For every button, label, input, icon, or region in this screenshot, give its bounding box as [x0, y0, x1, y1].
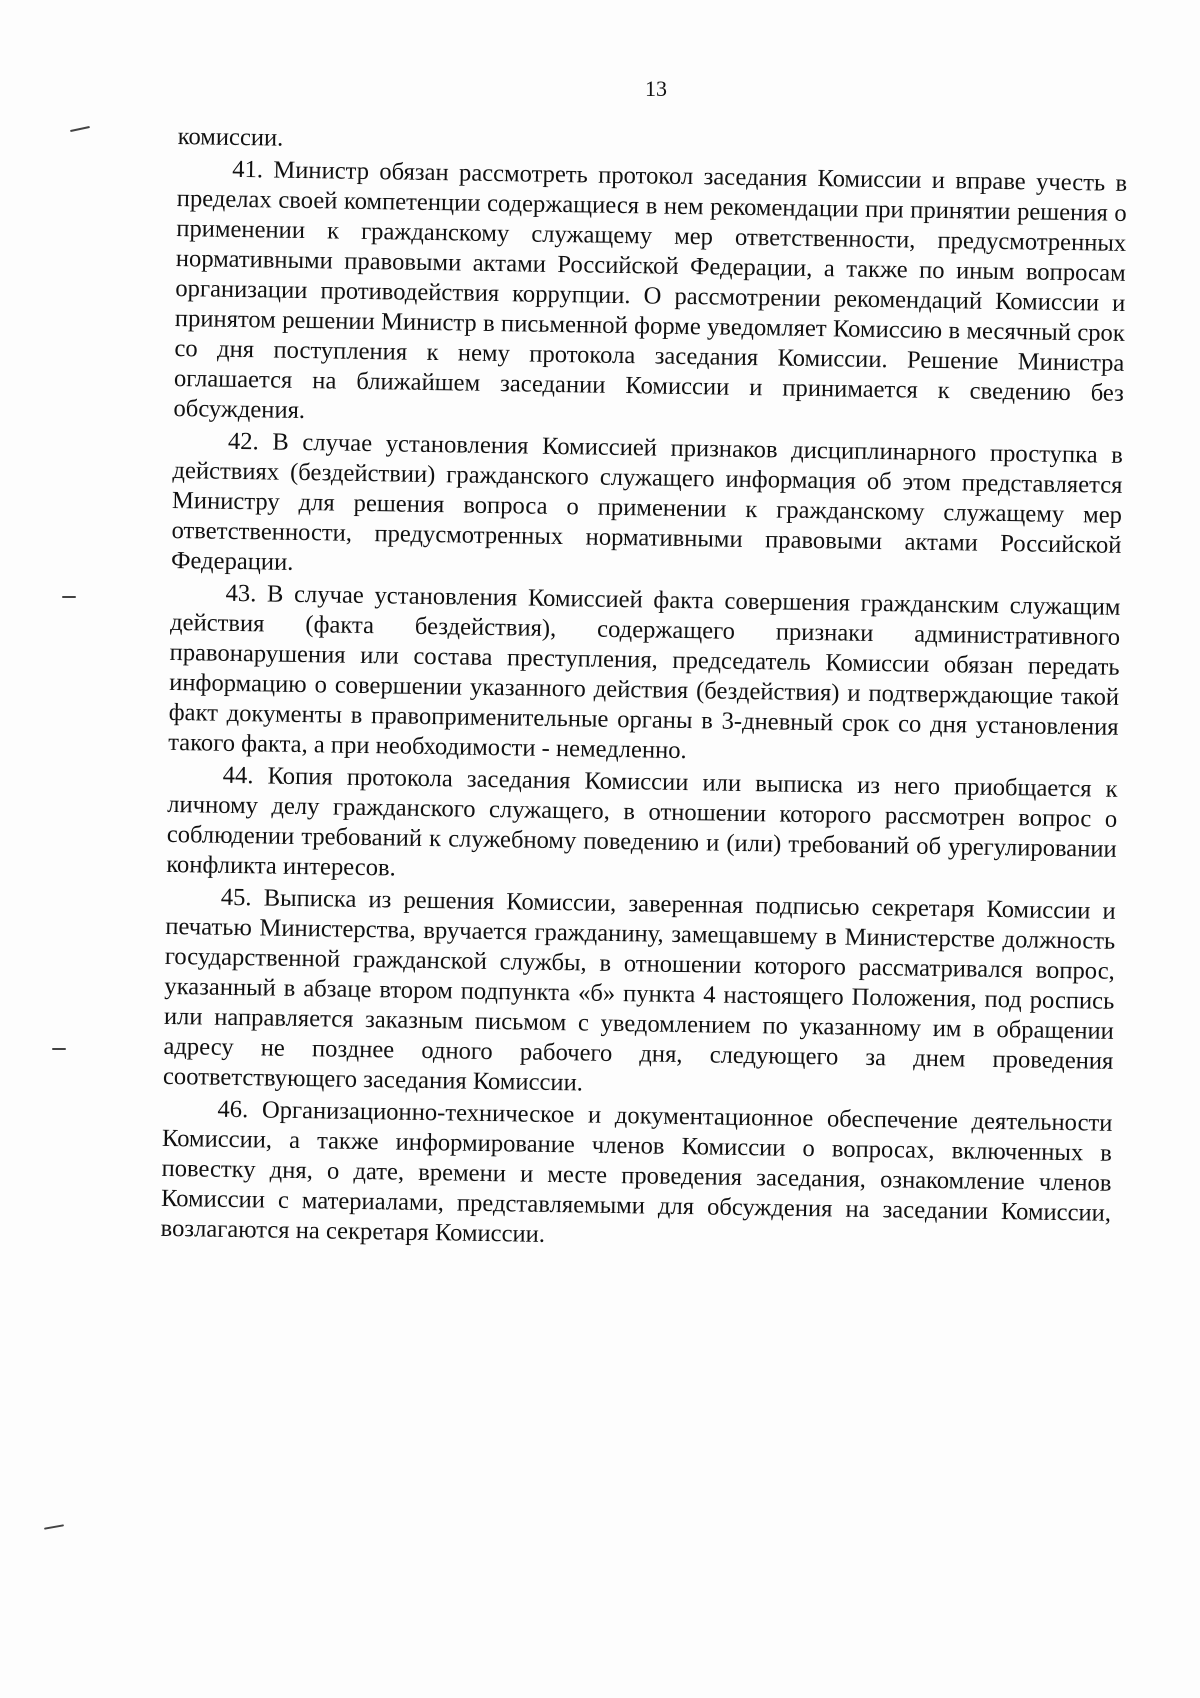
paragraph-41: 41. Министр обязан рассмотреть протокол заседания Комиссии и вправе учесть в пределах своей компетенции содержащиеся в нем рекомендации при принятии решения о применении к гражданскому служащему мер ответственности, предусмотренных нормативными правовыми актами Российской Федерации, а также по иным вопросам организации противодействия коррупции. О рассмотрении рекомендаций Комиссии и принятом решении Министр в письменной форме уведомляет Комиссию в месячный срок со дня поступления к нему протокола заседания Комиссии. Решение Министра оглашается на ближайшем заседании Комиссии и принимается к сведению без обсуждения. [173, 155, 1128, 425]
paragraph-44: 44. Копия протокола заседания Комиссии или выписка из него приобщается к личному делу гражданского служащего, в отношении которого рассмотрен вопрос о соблюдении требований к служебному поведению и (или) требований об урегулировании конфликта интересов. [166, 761, 1118, 882]
page-number: 13 [645, 76, 667, 101]
document-body [160, 122, 1128, 1261]
scan-artifact-mark [52, 1048, 66, 1050]
scan-artifact-mark [62, 596, 76, 598]
scan-artifact-mark [70, 126, 90, 132]
paragraph-continuation: комиссии. [177, 122, 284, 152]
paragraph-43: 43. В случае установления Комиссией факта совершения гражданским служащим действия (факта бездействия), содержащего признаки административного правонарушения или состава преступления, председатель Комиссии обязан передать информацию о совершении указанного действия (бездействия) и подтверждающие такой факт документы в правоприменительные органы в 3-дневный срок со дня установления такого факта, а при необходимости - немедленно. [168, 579, 1121, 765]
paragraph-46: 46. Организационно-техническое и документационное обеспечение деятельности Комиссии, а также информирование членов Комиссии о вопросах, включенных в повестку дня, о дате, времени и месте проведения заседания, ознакомление членов Комиссии с материалами, представляемыми для обсуждения на заседании Комиссии, возлагаются на секретаря Комиссии. [160, 1095, 1113, 1248]
paragraph-45: 45. Выписка из решения Комиссии, заверенная подписью секретаря Комиссии и печатью Министерства, вручается гражданину, замещавшему в Министерстве должность государственной гражданской службы, в отношении которого рассматривался вопрос, указанный в абзаце втором подпункта «б» пункта 4 настоящего Положения, под роспись или направляется заказным письмом с уведомлением по указанному им в обращении адресу не позднее одного рабочего дня, следующего за днем проведения соответствующего заседания Комиссии. [162, 883, 1116, 1097]
scan-artifact-mark [44, 1524, 64, 1529]
paragraph-42: 42. В случае установления Комиссией признаков дисциплинарного проступка в действиях (бездействии) гражданского служащего информация об этом представляется Министру для решения вопроса о применении к гражданскому служащему мер ответственности, предусмотренных нормативными правовыми актами Российской Федерации. [170, 427, 1124, 576]
